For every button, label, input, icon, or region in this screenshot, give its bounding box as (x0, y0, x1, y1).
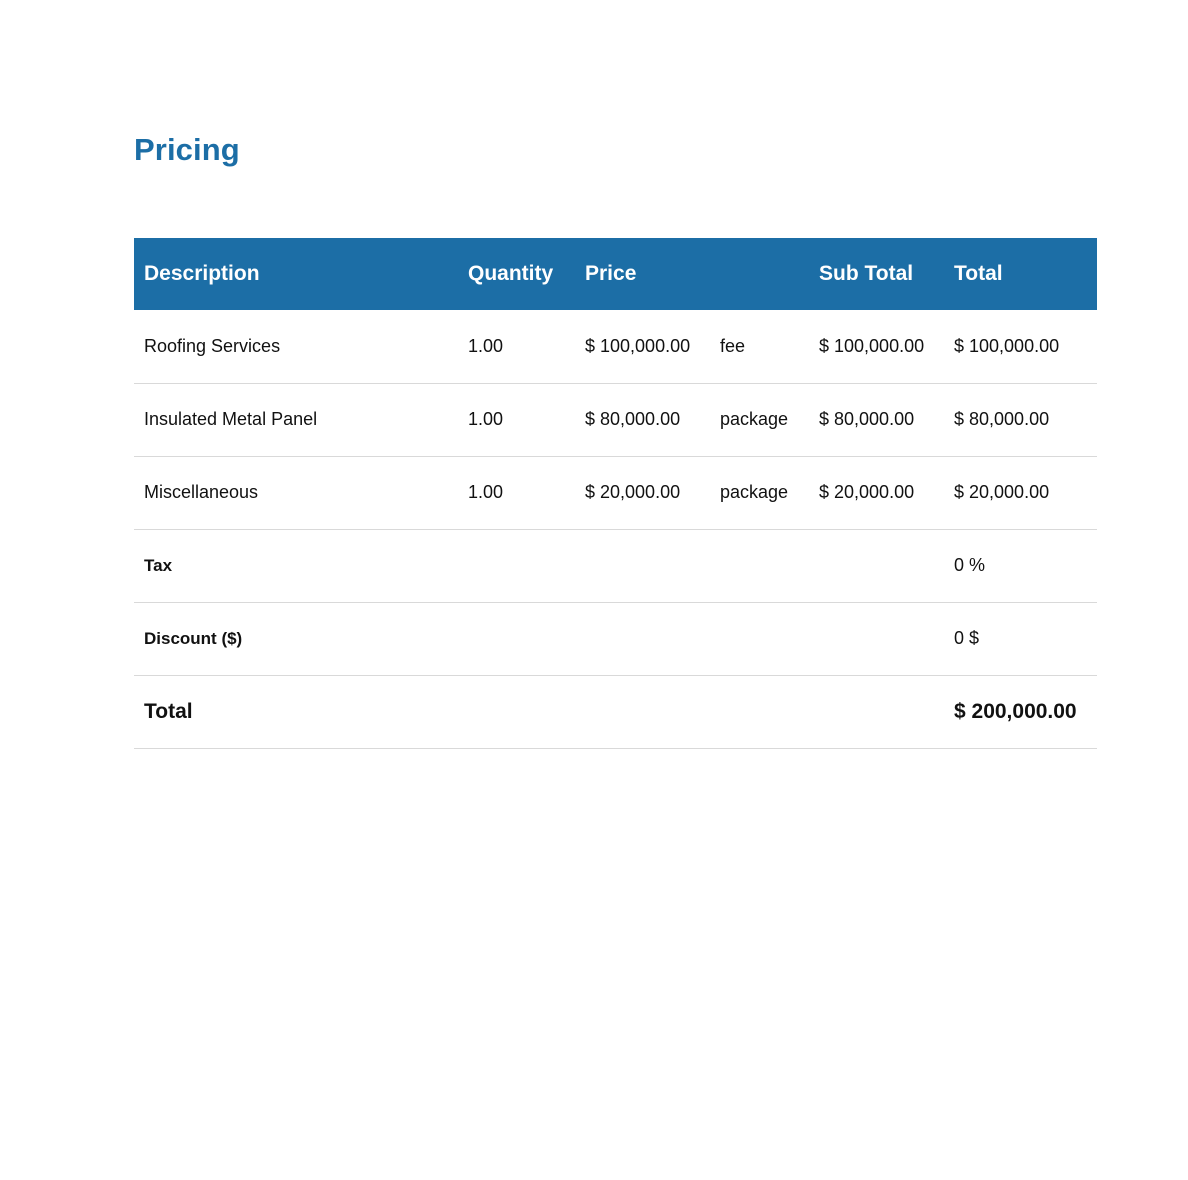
discount-value: 0 $ (954, 628, 980, 648)
table-row (134, 310, 1097, 383)
row-quantity: 1.00 (468, 335, 504, 356)
row-description: Roofing Services (144, 335, 281, 356)
grand-total-value: $ 200,000.00 (954, 699, 1077, 723)
pricing-table (134, 238, 1097, 749)
header-quantity: Quantity (468, 262, 554, 285)
row-quantity: 1.00 (468, 482, 504, 502)
row-total: $ 20,000.00 (954, 482, 1050, 502)
row-unit: package (720, 409, 789, 429)
header-row (134, 238, 1097, 310)
table-row (134, 383, 1097, 456)
header-price: Price (585, 262, 637, 285)
row-price: $ 100,000.00 (585, 335, 691, 356)
header-description: Description (144, 262, 260, 285)
row-unit: package (720, 482, 789, 502)
row-total: $ 100,000.00 (954, 335, 1060, 356)
row-sub-total: $ 100,000.00 (819, 335, 925, 356)
grand-total-row (134, 675, 1097, 748)
row-description: Miscellaneous (144, 482, 259, 502)
row-description: Insulated Metal Panel (144, 409, 318, 429)
row-unit: fee (720, 335, 746, 356)
tax-value: 0 % (954, 555, 986, 575)
table-row (134, 456, 1097, 529)
tax-row (134, 529, 1097, 602)
row-quantity: 1.00 (468, 409, 504, 429)
pricing-table-header (134, 238, 1097, 310)
row-sub-total: $ 80,000.00 (819, 409, 915, 429)
row-price: $ 20,000.00 (585, 482, 681, 502)
page-title: Pricing (134, 132, 240, 167)
grand-total-label: Total (144, 699, 193, 723)
header-total: Total (954, 262, 1003, 285)
header-sub-total: Sub Total (819, 262, 914, 285)
discount-row (134, 602, 1097, 675)
row-sub-total: $ 20,000.00 (819, 482, 915, 502)
tax-label: Tax (144, 555, 173, 575)
pricing-table-body (134, 310, 1097, 748)
row-price: $ 80,000.00 (585, 409, 681, 429)
discount-label: Discount ($) (144, 628, 243, 648)
header-unit (710, 238, 809, 310)
row-total: $ 80,000.00 (954, 409, 1050, 429)
